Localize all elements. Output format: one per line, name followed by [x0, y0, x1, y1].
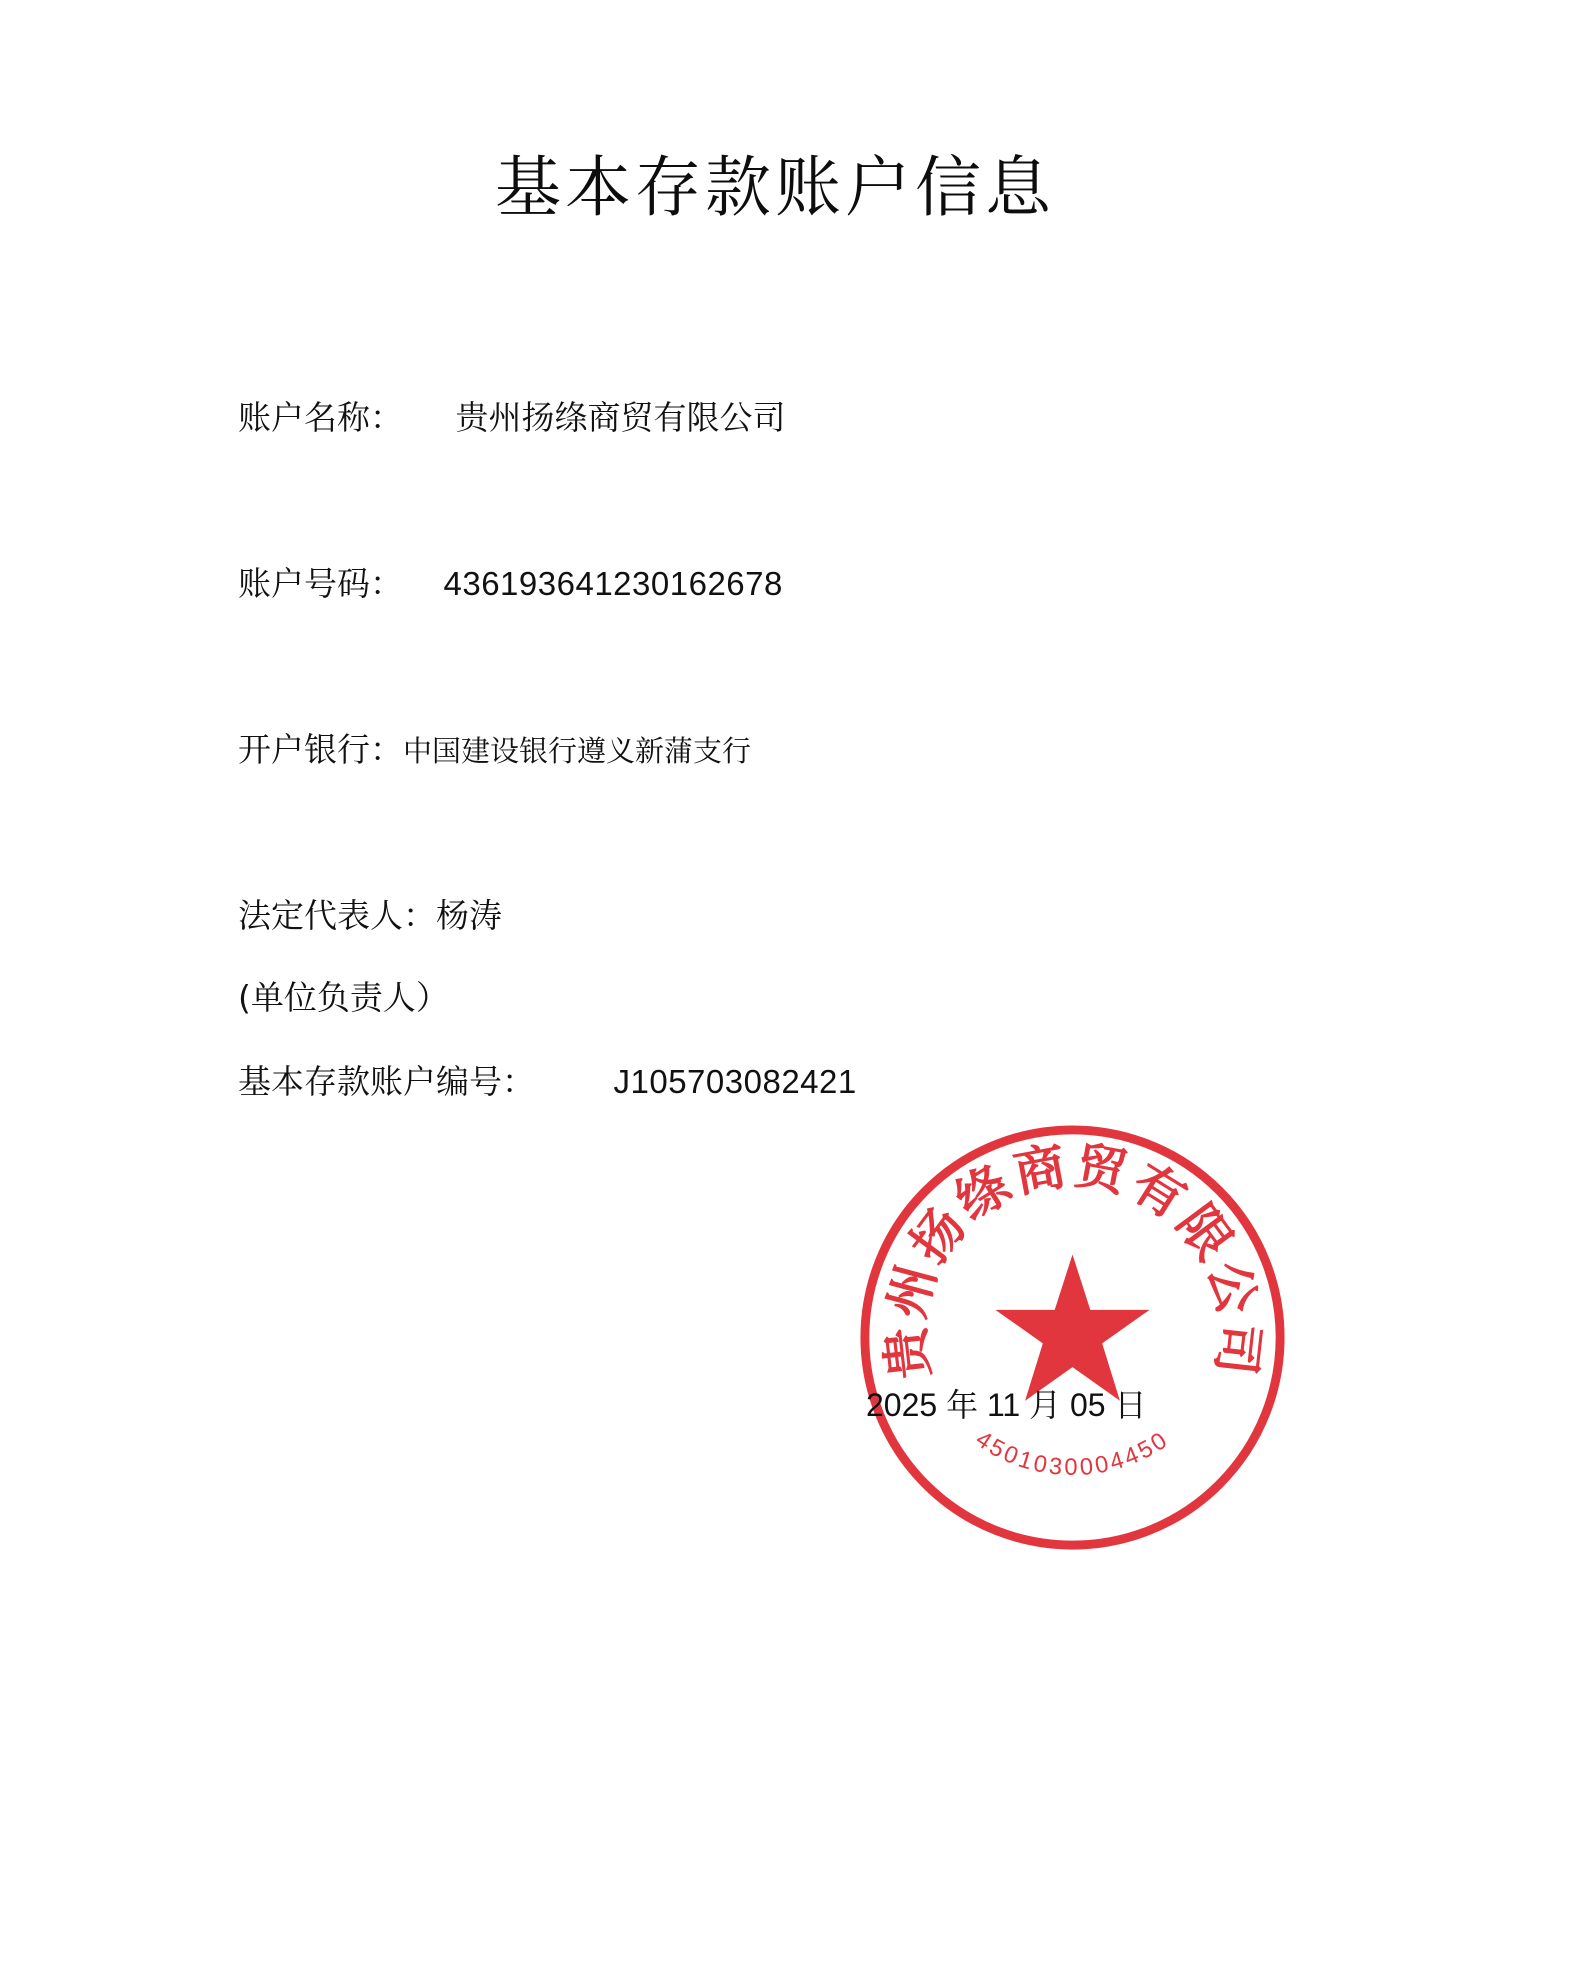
account-number-label: 账户号码： — [238, 564, 403, 603]
bank-value: 中国建设银行遵义新蒲支行 — [403, 734, 752, 768]
document-title: 基本存款账户信息 — [495, 149, 1055, 226]
basic-account-id-label: 基本存款账户编号： — [238, 1062, 535, 1101]
account-number-row — [238, 564, 783, 604]
account-name-label: 账户名称： — [238, 398, 403, 437]
account-number-value: 436193641230162678 — [443, 565, 783, 602]
account-name-value: 贵州扬绦商贸有限公司 — [455, 398, 786, 437]
bank-label: 开户银行： — [238, 730, 403, 769]
seal-star-icon — [995, 1254, 1149, 1400]
account-name-row — [238, 398, 786, 438]
basic-account-id-row — [238, 1062, 857, 1102]
bank-row — [238, 730, 751, 770]
legal-rep-label: 法定代表人： — [238, 896, 436, 935]
seal-company-name: 贵州扬绦商贸有限公司 — [875, 1135, 1270, 1382]
seal-serial-number: 4501030004450 — [970, 1426, 1175, 1482]
company-seal — [855, 1120, 1290, 1555]
basic-account-id-value: J105703082421 — [613, 1063, 857, 1100]
document-date: 2025 年 11 月 05 日 — [866, 1387, 1147, 1423]
legal-rep-row — [238, 896, 502, 936]
legal-rep-value: 杨涛 — [436, 896, 502, 935]
unit-head-note: (单位负责人） — [238, 978, 449, 1017]
